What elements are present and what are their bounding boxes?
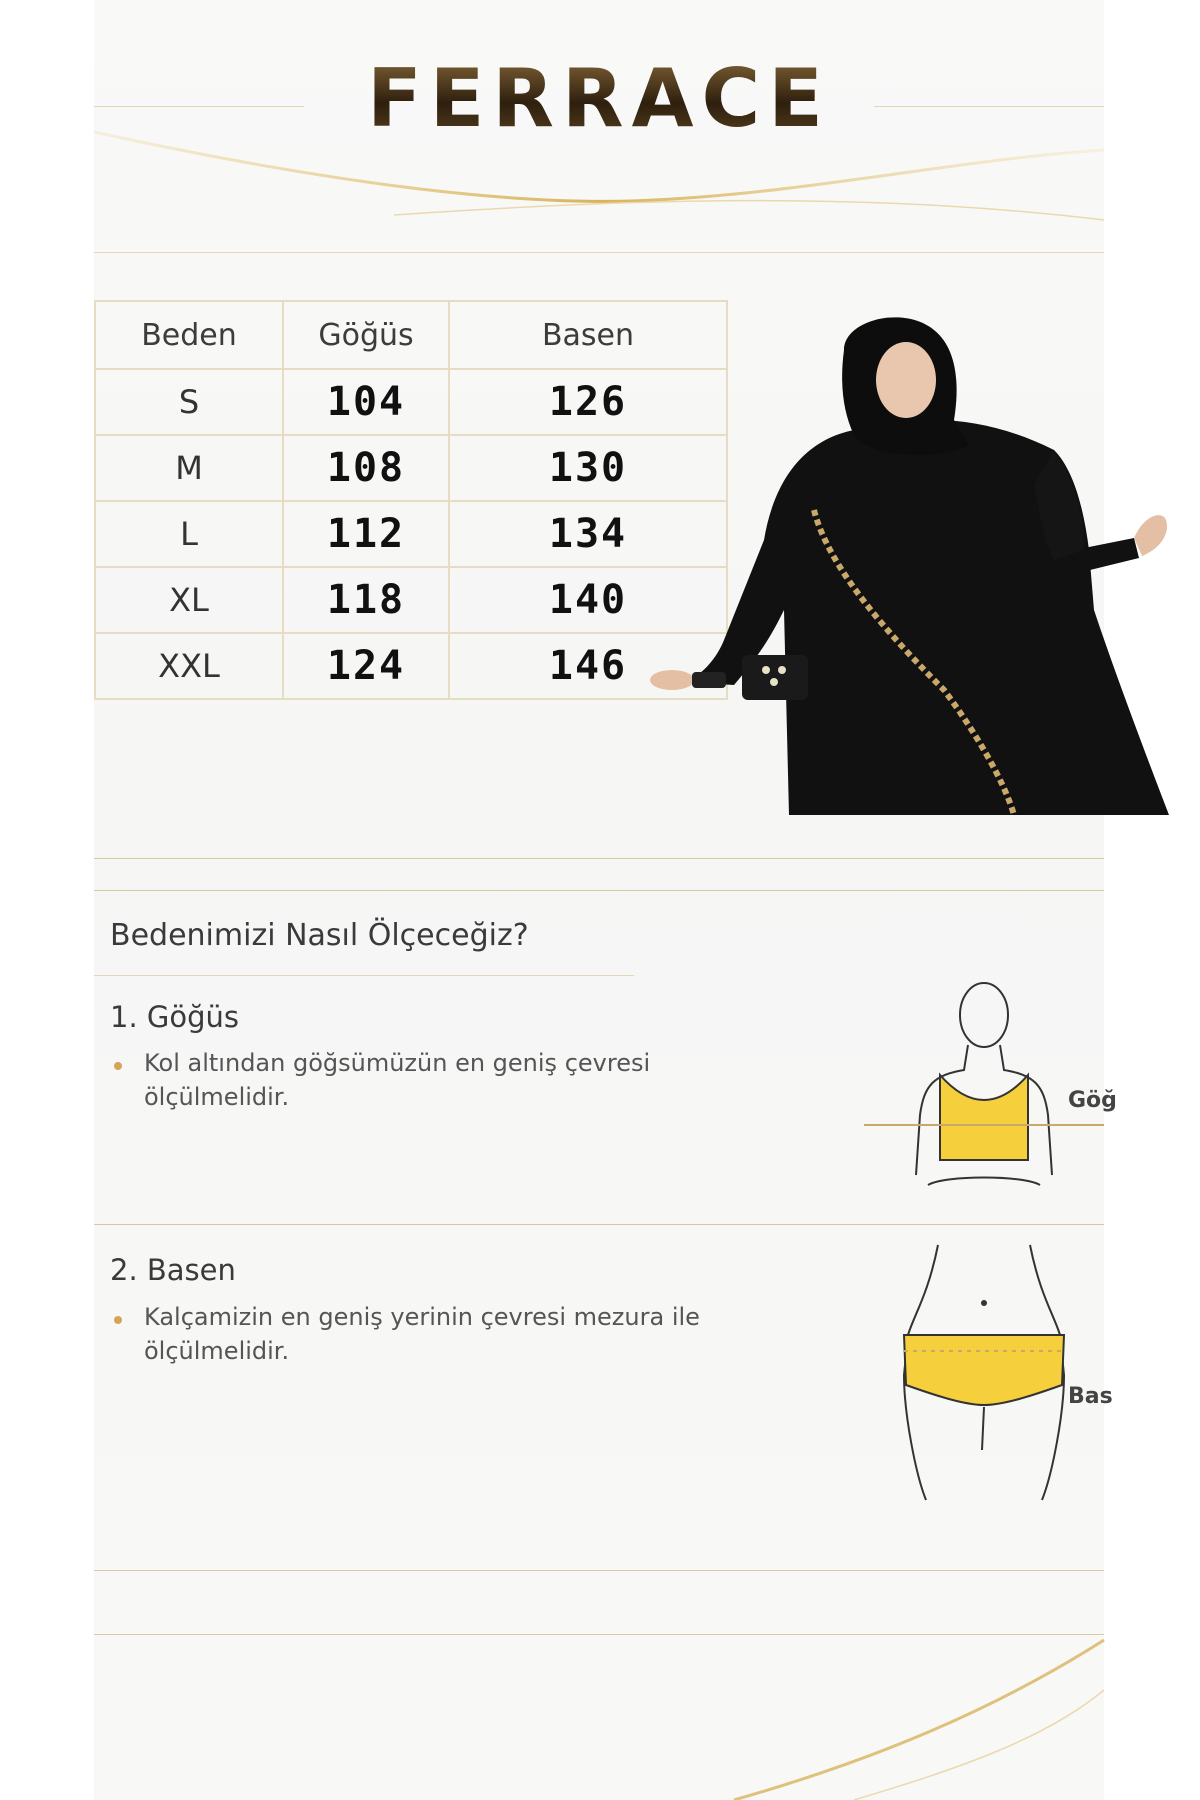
size-guide-panel [94,0,1117,1800]
header-divider [94,252,1104,253]
face [876,342,936,418]
section-title-gogus: 1. Göğüs [110,1000,239,1034]
basen-cell: 146 [449,633,727,699]
size-cell: M [95,435,283,501]
how-to-title: Bedenimizi Nasıl Ölçeceğiz? [110,918,529,953]
basen-cell: 140 [449,567,727,633]
section-text-basen: Kalçamizin en geniş yerinin çevresi mezura ile ölçülmelidir. [144,1303,700,1365]
section-divider [94,858,1104,859]
figure-label-hip: Bas [1068,1384,1113,1409]
figure-label-chest: Göğ [1068,1088,1117,1113]
basen-cell: 126 [449,369,727,435]
gogus-cell: 124 [283,633,449,699]
size-cell: XXL [95,633,283,699]
gogus-cell: 112 [283,501,449,567]
handbag [742,655,808,700]
basen-cell: 130 [449,435,727,501]
col-header-basen: Basen [449,301,727,369]
gogus-cell: 104 [283,369,449,435]
size-cell: S [95,369,283,435]
hips-measure-icon [864,1235,1104,1505]
footer-gold-swoosh [94,1630,1104,1800]
section-title-basen: 2. Basen [110,1253,236,1287]
size-cell: L [95,501,283,567]
col-header-beden: Beden [95,301,283,369]
col-header-gogus: Göğüs [283,301,449,369]
section-divider [94,890,1104,891]
gold-swoosh [94,120,1104,240]
section-text-gogus: Kol altından göğsümüzün en geniş çevresi ölçülmelidir. [144,1049,651,1111]
gogus-cell: 118 [283,567,449,633]
section-divider [94,1224,1104,1225]
basen-cell: 134 [449,501,727,567]
bullet-icon [114,1062,122,1070]
bullet-icon [114,1316,122,1324]
model-abaya-image [614,310,1174,820]
size-cell: XL [95,567,283,633]
footer-divider [94,1570,1104,1571]
gogus-cell: 108 [283,435,449,501]
how-to-underline [94,975,634,976]
brand-title: FERRACE [94,52,1104,145]
